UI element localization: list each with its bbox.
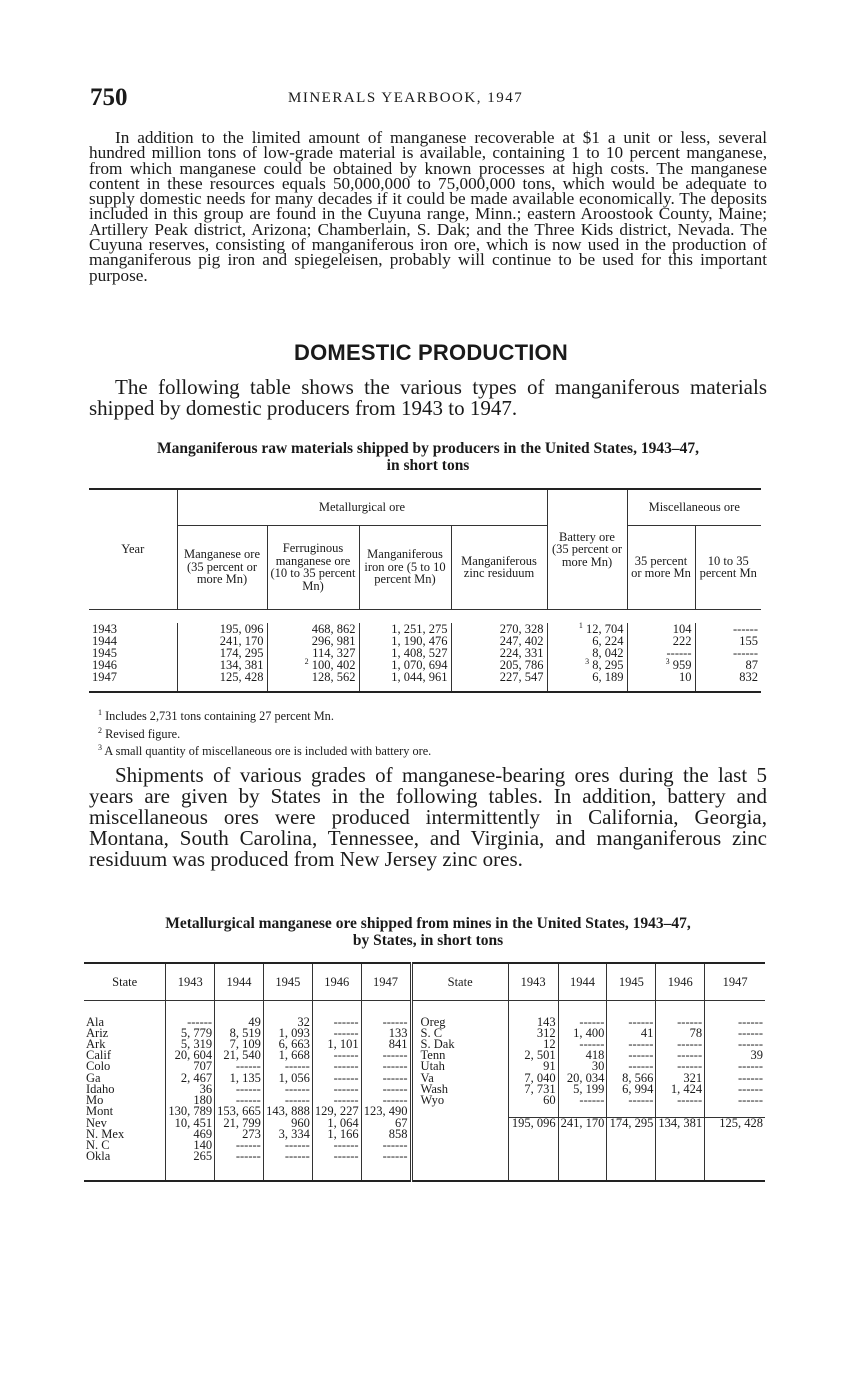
table-cell: ------ <box>607 1061 656 1072</box>
table-cell: ------ <box>705 1028 765 1039</box>
state-name: Mo <box>86 1092 104 1107</box>
table-cell: 123, 490 <box>361 1106 411 1117</box>
footnote: $^1$ Includes 2,731 tons containing 27 percent Mn. <box>98 708 334 724</box>
table-row: 1943 195, 096 468, 862 1, 251, 275 270, 328 $^1$ 12, 704 104 ------ <box>89 623 761 635</box>
table-cell: ------ <box>607 1017 656 1028</box>
table-cell: 41 <box>607 1028 656 1039</box>
state-name: N. C <box>86 1138 110 1153</box>
table-cell: 1, 166 <box>312 1129 361 1140</box>
table-cell <box>705 1151 765 1162</box>
col-misc10: 10 to 35 percent Mn <box>695 525 761 609</box>
table-cell: 707 <box>166 1061 215 1072</box>
table-cell: 143 <box>508 1017 558 1028</box>
intro-paragraph: In addition to the limited amount of manganese recoverable at $1 a unit or less, several hundred million tons of low-grade material is available, containing 1 to 10 percent manganese, from which manganese could be obtained by known processes at high costs. The manganese content in these resources equals 50,000,000 to 75,000,000 tons, which would be adequate to supply domestic needs for many decades if it could be made available economically. The deposits included in this group are found in the Cuyuna range, Minn.; eastern Aroostook County, Maine; Artillery Peak district, Arizona; Chamberlain, S. Dak; and the Three Kids district, Nevada. The Cuyuna reserves, consisting of manganiferous iron ore, which is now used in the production of manganiferous pig iron and spiegeleisen, probably will continue to be used for this important purpose. <box>89 128 767 285</box>
table-cell: ------ <box>656 1061 705 1072</box>
table-cell: ------ <box>312 1151 361 1162</box>
table-cell: 30 <box>558 1061 607 1072</box>
table-cell: 1, 135 <box>215 1073 264 1084</box>
total-cell: 195, 096 <box>508 1117 558 1129</box>
table-cell: 1, 400 <box>558 1028 607 1039</box>
col-battery: Battery ore (35 percent or more Mn) <box>547 489 627 609</box>
table-cell: 321 <box>656 1073 705 1084</box>
state-name <box>411 1117 508 1129</box>
table1-title-line2: in short tons <box>386 457 470 474</box>
table-row <box>84 1129 765 1140</box>
table-cell: 1, 668 <box>263 1050 312 1061</box>
table-cell: 180 <box>166 1095 215 1106</box>
table-cell: ------ <box>705 1017 765 1028</box>
state-name: Mont <box>86 1104 114 1119</box>
state-name: Va <box>411 1073 508 1084</box>
state-name: Calif <box>86 1048 111 1063</box>
table-cell: 49 <box>215 1017 264 1028</box>
table-row <box>84 1140 765 1151</box>
footnote: $^3$ A small quantity of miscellaneous ore is included with battery ore. <box>98 743 432 759</box>
table-cell: 960 <box>263 1117 312 1129</box>
col-zinc: Manganiferous zinc residuum <box>451 525 547 609</box>
table-cell: ------ <box>361 1151 411 1162</box>
table-cell <box>705 1140 765 1151</box>
table-cell: ------ <box>705 1084 765 1095</box>
table-cell: 273 <box>215 1129 264 1140</box>
state-name: S. C <box>411 1028 508 1039</box>
table-cell: 60 <box>508 1095 558 1106</box>
table-cell: ------ <box>312 1095 361 1106</box>
table-cell: ------ <box>607 1039 656 1050</box>
table-cell: 469 <box>166 1129 215 1140</box>
table-cell: ------ <box>558 1017 607 1028</box>
table-cell: 36 <box>166 1084 215 1095</box>
table-cell: ------ <box>705 1095 765 1106</box>
table1-footnotes <box>98 706 431 759</box>
page-number: 750 <box>90 84 128 111</box>
table-cell: 91 <box>508 1061 558 1072</box>
table-cell: 1, 093 <box>263 1028 312 1039</box>
table-row <box>84 1151 765 1162</box>
table-row: 1946 134, 381 $^2$ 100, 402 1, 070, 694 205, 786 $^3$ 8, 295 $^3$ 959 87 <box>89 659 761 671</box>
table-cell: 39 <box>705 1050 765 1061</box>
table-cell: 67 <box>361 1117 411 1129</box>
table-cell: ------ <box>312 1050 361 1061</box>
table-cell: 2, 501 <box>508 1050 558 1061</box>
section-paragraph: The following table shows the various types of manganiferous materials shipped by domestic producers from 1943 to 1947. <box>89 375 767 420</box>
table-cell: 129, 227 <box>312 1106 361 1117</box>
table-cell: 1, 424 <box>656 1084 705 1095</box>
table-cell: ------ <box>705 1061 765 1072</box>
table-cell <box>508 1151 558 1162</box>
table-cell: 10, 451 <box>166 1117 215 1129</box>
table-cell <box>656 1140 705 1151</box>
table-cell: ------ <box>263 1084 312 1095</box>
running-title: MINERALS YEARBOOK, 1947 <box>288 90 524 106</box>
table-cell: 858 <box>361 1129 411 1140</box>
table-cell: 6, 994 <box>607 1084 656 1095</box>
table-cell: 8, 519 <box>215 1028 264 1039</box>
state-name: Colo <box>86 1059 111 1074</box>
group-misc: Miscellaneous ore <box>627 489 761 525</box>
table-cell: ------ <box>263 1140 312 1151</box>
table-cell: ------ <box>312 1084 361 1095</box>
table-cell: ------ <box>312 1028 361 1039</box>
table-cell: ------ <box>656 1050 705 1061</box>
footnote: $^2$ Revised figure. <box>98 725 181 741</box>
col-mn35: Manganese ore (35 percent or more Mn) <box>177 525 267 609</box>
state-name <box>411 1129 508 1140</box>
col-state-right: State <box>411 963 508 1001</box>
table2-title <box>89 915 767 949</box>
state-name: Wyo <box>411 1095 508 1106</box>
table-cell: 143, 888 <box>263 1106 312 1117</box>
table-cell: 2, 467 <box>166 1073 215 1084</box>
table-cell <box>558 1129 607 1140</box>
table-cell: 78 <box>656 1028 705 1039</box>
total-cell: 241, 170 <box>558 1117 607 1129</box>
table-cell: 6, 663 <box>263 1039 312 1050</box>
table-cell: ------ <box>263 1095 312 1106</box>
table2-title-line2: by States, in short tons <box>352 932 504 949</box>
table1 <box>89 488 761 693</box>
state-name: Oreg <box>411 1017 508 1028</box>
total-cell: 125, 428 <box>705 1117 765 1129</box>
table-cell: 265 <box>166 1151 215 1162</box>
state-name: Okla <box>86 1149 111 1164</box>
table-row: 1947 125, 428 128, 562 1, 044, 961 227, 547 6, 189 10 832 <box>89 671 761 683</box>
table-cell <box>607 1140 656 1151</box>
state-name: Ala <box>86 1014 105 1029</box>
table2-header-row: State 1943 1944 1945 1946 1947 State 1943 1944 1945 1946 1947 <box>84 963 765 1001</box>
table-cell: ------ <box>215 1084 264 1095</box>
table-cell: 32 <box>263 1017 312 1028</box>
total-cell: 174, 295 <box>607 1117 656 1129</box>
col-misc35: 35 percent or more Mn <box>627 525 695 609</box>
table-cell: 153, 665 <box>215 1106 264 1117</box>
table-cell <box>656 1151 705 1162</box>
state-name: Idaho <box>86 1081 115 1096</box>
col-state-left: State <box>112 974 138 989</box>
table-cell: ------ <box>215 1151 264 1162</box>
table-cell <box>656 1129 705 1140</box>
state-name <box>411 1140 508 1151</box>
state-name: S. Dak <box>411 1039 508 1050</box>
table-cell: ------ <box>166 1017 215 1028</box>
table-cell: ------ <box>705 1073 765 1084</box>
table-cell <box>558 1151 607 1162</box>
state-name: Nev <box>86 1115 107 1130</box>
state-name: Ark <box>86 1036 106 1051</box>
group-metallurgical: Metallurgical ore <box>177 489 547 525</box>
table-cell: ------ <box>263 1061 312 1072</box>
table-cell: 5, 779 <box>166 1028 215 1039</box>
table-row: 1945 174, 295 114, 327 1, 408, 527 224, 331 8, 042 ------ ------ <box>89 647 761 659</box>
table-cell: 20, 604 <box>166 1050 215 1061</box>
state-name: Utah <box>411 1061 508 1072</box>
table-cell: 841 <box>361 1039 411 1050</box>
table-cell: 21, 540 <box>215 1050 264 1061</box>
table-cell: ------ <box>607 1050 656 1061</box>
table-cell: 21, 799 <box>215 1117 264 1129</box>
table-cell: ------ <box>361 1084 411 1095</box>
table-cell: 5, 199 <box>558 1084 607 1095</box>
table-cell: ------ <box>656 1017 705 1028</box>
table-cell: 3, 334 <box>263 1129 312 1140</box>
state-name <box>411 1151 508 1162</box>
state-name <box>411 1106 508 1117</box>
table-cell: 20, 034 <box>558 1073 607 1084</box>
table2 <box>84 962 765 1182</box>
table-cell: ------ <box>312 1061 361 1072</box>
table1-title <box>89 440 767 474</box>
table-cell: 1, 056 <box>263 1073 312 1084</box>
state-name: N. Mex <box>86 1127 125 1142</box>
table-cell: ------ <box>607 1095 656 1106</box>
table-cell: 140 <box>166 1140 215 1151</box>
table-cell: ------ <box>263 1151 312 1162</box>
state-name: Ga <box>86 1070 101 1085</box>
table-cell: ------ <box>558 1095 607 1106</box>
table-cell: ------ <box>312 1017 361 1028</box>
col-ferruginous: Ferruginous manganese ore (10 to 35 percent Mn) <box>267 525 359 609</box>
table-cell: 418 <box>558 1050 607 1061</box>
table-cell: ------ <box>312 1073 361 1084</box>
table-cell: 312 <box>508 1028 558 1039</box>
table-cell: 133 <box>361 1028 411 1039</box>
state-name: Ariz <box>86 1025 109 1040</box>
table-cell: 8, 566 <box>607 1073 656 1084</box>
state-name: Wash <box>411 1084 508 1095</box>
table-cell <box>607 1151 656 1162</box>
shipments-paragraph: Shipments of various grades of manganese-bearing ores during the last 5 years are given by States in the following tables. In addition, battery and miscellaneous ores were produced intermittently in California, Georgia, Montana, South Carolina, Tennessee, and Virginia, and manganiferous zinc residuum was produced from New Jersey zinc ores. <box>89 763 767 871</box>
col-mn-iron: Manganiferous iron ore (5 to 10 percent Mn) <box>359 525 451 609</box>
table-cell: ------ <box>312 1140 361 1151</box>
state-name: Tenn <box>411 1050 508 1061</box>
table-cell: 7, 040 <box>508 1073 558 1084</box>
table-row: 1944 241, 170 296, 981 1, 190, 476 247, 402 6, 224 222 155 <box>89 635 761 647</box>
page-header <box>90 84 770 114</box>
table-cell: 7, 109 <box>215 1039 264 1050</box>
table-cell: ------ <box>558 1039 607 1050</box>
table-cell <box>705 1129 765 1140</box>
table-cell: ------ <box>656 1039 705 1050</box>
table-cell: 7, 731 <box>508 1084 558 1095</box>
table-row <box>84 1117 765 1129</box>
table-cell: ------ <box>361 1017 411 1028</box>
table-cell <box>607 1129 656 1140</box>
table-cell: ------ <box>656 1095 705 1106</box>
table-cell: ------ <box>361 1073 411 1084</box>
table-cell: 1, 064 <box>312 1117 361 1129</box>
table1-title-line1: Manganiferous raw materials shipped by producers in the United States, 1943–47, <box>157 440 699 457</box>
table-cell: ------ <box>705 1039 765 1050</box>
section-heading: DOMESTIC PRODUCTION <box>294 340 568 365</box>
table-cell: ------ <box>361 1095 411 1106</box>
table-cell <box>508 1140 558 1151</box>
table-cell <box>508 1129 558 1140</box>
table-cell: ------ <box>361 1050 411 1061</box>
table-cell: ------ <box>215 1140 264 1151</box>
col-year: Year <box>89 489 177 609</box>
table-cell: ------ <box>361 1061 411 1072</box>
table-cell: ------ <box>215 1061 264 1072</box>
table-cell <box>558 1140 607 1151</box>
total-cell: 134, 381 <box>656 1117 705 1129</box>
table-cell: 5, 319 <box>166 1039 215 1050</box>
table-cell: ------ <box>215 1095 264 1106</box>
table-cell: ------ <box>361 1140 411 1151</box>
table-cell: 1, 101 <box>312 1039 361 1050</box>
table-cell: 130, 789 <box>166 1106 215 1117</box>
table-cell: 12 <box>508 1039 558 1050</box>
table2-title-line1: Metallurgical manganese ore shipped from mines in the United States, 1943–47, <box>165 915 691 932</box>
